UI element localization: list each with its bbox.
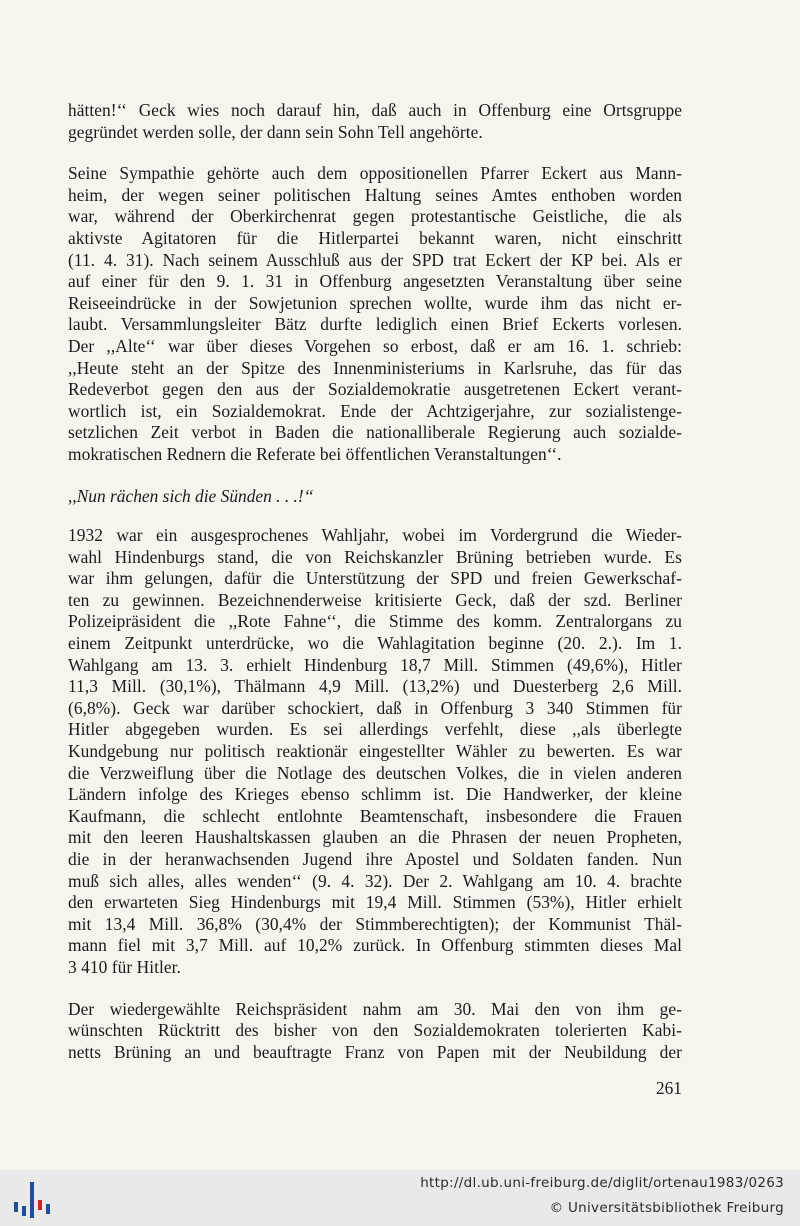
text-line: Ländern infolge des Krieges ebenso schlimm ist. Die Handwerker, der kleine: [68, 784, 682, 805]
text-line: auf einer für den 9. 1. 31 in Offenburg angesetzten Veranstaltung über seine: [68, 271, 682, 292]
text-line: Redeverbot gegen den aus der Sozialdemokratie ausgetretenen Eckert verant-: [68, 379, 682, 400]
text-line: setzlichen Zeit verbot in Baden die nationalliberale Regierung auch sozialde-: [68, 422, 682, 443]
paragraph: [68, 100, 682, 143]
text-line: einem Zeitpunkt unterdrücke, wo die Wahlagitation beginne (20. 2.). Im 1.: [68, 633, 682, 654]
text-line: heim, der wegen seiner politischen Haltung seines Amtes enthoben worden: [68, 184, 682, 205]
ub-freiburg-logo-icon: [12, 1176, 52, 1220]
text-line: war ihm gelungen, dafür die Unterstützung der SPD und freien Gewerkschaf-: [68, 568, 682, 589]
text-line: die Verzweiflung über die Notlage des deutschen Volkes, die in vielen anderen: [68, 762, 682, 783]
text-line: 1932 war ein ausgesprochenes Wahljahr, wobei im Vordergrund die Wieder-: [68, 525, 682, 546]
text-line: (6,8%). Geck war darüber schockiert, daß in Offenburg 3 340 Stimmen für: [68, 697, 682, 718]
text-line: Kaufmann, die schlecht entlohnte Beamtenschaft, insbesondere die Frauen: [68, 805, 682, 826]
source-url-link[interactable]: http://dl.ub.uni-freiburg.de/diglit/ortenau1983/0263: [420, 1175, 784, 1191]
text-line: wahl Hindenburgs stand, die von Reichskanzler Brüning betrieben wurde. Es: [68, 546, 682, 567]
text-line: mit den leeren Haushaltskassen glauben an die Phrasen der neuen Propheten,: [68, 827, 682, 848]
text-line: Wahlgang am 13. 3. erhielt Hindenburg 18,7 Mill. Stimmen (49,6%), Hitler: [68, 654, 682, 675]
text-line: muß sich alles, alles wenden‘‘ (9. 4. 32). Der 2. Wahlgang am 10. 4. brachte: [68, 870, 682, 891]
paragraph: [68, 999, 682, 1064]
text-line: Kundgebung nur politisch reaktionär eingestellter Wähler zu bewerten. Es war: [68, 741, 682, 762]
text-line: Hitler abgegeben wurden. Es sei allerdings verfehlt, diese ,,als überlegte: [68, 719, 682, 740]
text-line: Reiseeindrücke in der Sowjetunion sprechen wollte, wurde ihm das nicht er-: [68, 292, 682, 313]
section-heading: ,,Nun rächen sich die Sünden . . .!‘‘: [68, 485, 314, 506]
body-text: [68, 100, 682, 1083]
text-line: 11,3 Mill. (30,1%), Thälmann 4,9 Mill. (13,2%) und Duesterberg 2,6 Mill.: [68, 676, 682, 697]
footer-bar: [0, 1170, 800, 1226]
text-line: mokratischen Rednern die Referate bei öffentlichen Veranstaltungen‘‘.: [68, 443, 562, 464]
paragraph-group-2: [68, 525, 682, 1063]
text-line: 3 410 für Hitler.: [68, 956, 181, 977]
text-line: ,,Heute steht an der Spitze des Innenministeriums in Karlsruhe, das für das: [68, 357, 682, 378]
text-line: war, während der Oberkirchenrat gegen protestantische Geistliche, die als: [68, 206, 682, 227]
copyright-notice: © Universitätsbibliothek Freiburg: [549, 1200, 784, 1216]
text-line: hätten!‘‘ Geck wies noch darauf hin, daß auch in Offenburg eine Ortsgruppe: [68, 100, 682, 120]
text-line: Seine Sympathie gehörte auch dem oppositionellen Pfarrer Eckert aus Mann-: [68, 163, 682, 184]
paragraph: [68, 163, 682, 465]
text-line: (11. 4. 31). Nach seinem Ausschluß aus der SPD trat Eckert der KP bei. Als er: [68, 249, 682, 270]
text-line: netts Brüning an und beauftragte Franz von Papen mit der Neubildung der: [68, 1041, 682, 1062]
text-line: Polizeipräsident die ,,Rote Fahne‘‘, die Stimme des komm. Zentralorgans zu: [68, 611, 682, 632]
text-line: die in der heranwachsenden Jugend ihre Apostel und Soldaten fanden. Nun: [68, 849, 682, 869]
page-number: 261: [655, 1078, 682, 1098]
text-line: Der ,,Alte‘‘ war über dieses Vorgehen so erbost, daß er am 16. 1. schrieb:: [68, 335, 682, 356]
paragraph-group-1: [68, 100, 682, 466]
text-line: wünschten Rücktritt des bisher von den Sozialdemokraten tolerierten Kabi-: [68, 1020, 682, 1041]
text-line: Der wiedergewählte Reichspräsident nahm am 30. Mai den von ihm ge-: [68, 998, 682, 1019]
text-line: laubt. Versammlungsleiter Bätz durfte lediglich einen Brief Eckerts vorlesen.: [68, 314, 682, 335]
text-line: aktivste Agitatoren für die Hitlerpartei bekannt waren, nicht einschritt: [68, 227, 682, 248]
text-line: ten zu gewinnen. Bezeichnenderweise kritisierte Geck, daß der szd. Berliner: [68, 589, 682, 610]
text-line: mit 13,4 Mill. 36,8% (30,4% der Stimmberechtigten); der Kommunist Thäl-: [68, 913, 682, 934]
paragraph: [68, 525, 682, 978]
text-line: mann fiel mit 3,7 Mill. auf 10,2% zurück. In Offenburg stimmten dieses Mal: [68, 935, 682, 956]
text-line: wortlich ist, ein Sozialdemokrat. Ende der Achtzigerjahre, zur sozialistenge-: [68, 400, 682, 421]
text-line: den erwarteten Sieg Hindenburgs mit 19,4 Mill. Stimmen (53%), Hitler erhielt: [68, 892, 682, 913]
text-line: gegründet werden solle, der dann sein Sohn Tell angehörte.: [68, 121, 483, 142]
